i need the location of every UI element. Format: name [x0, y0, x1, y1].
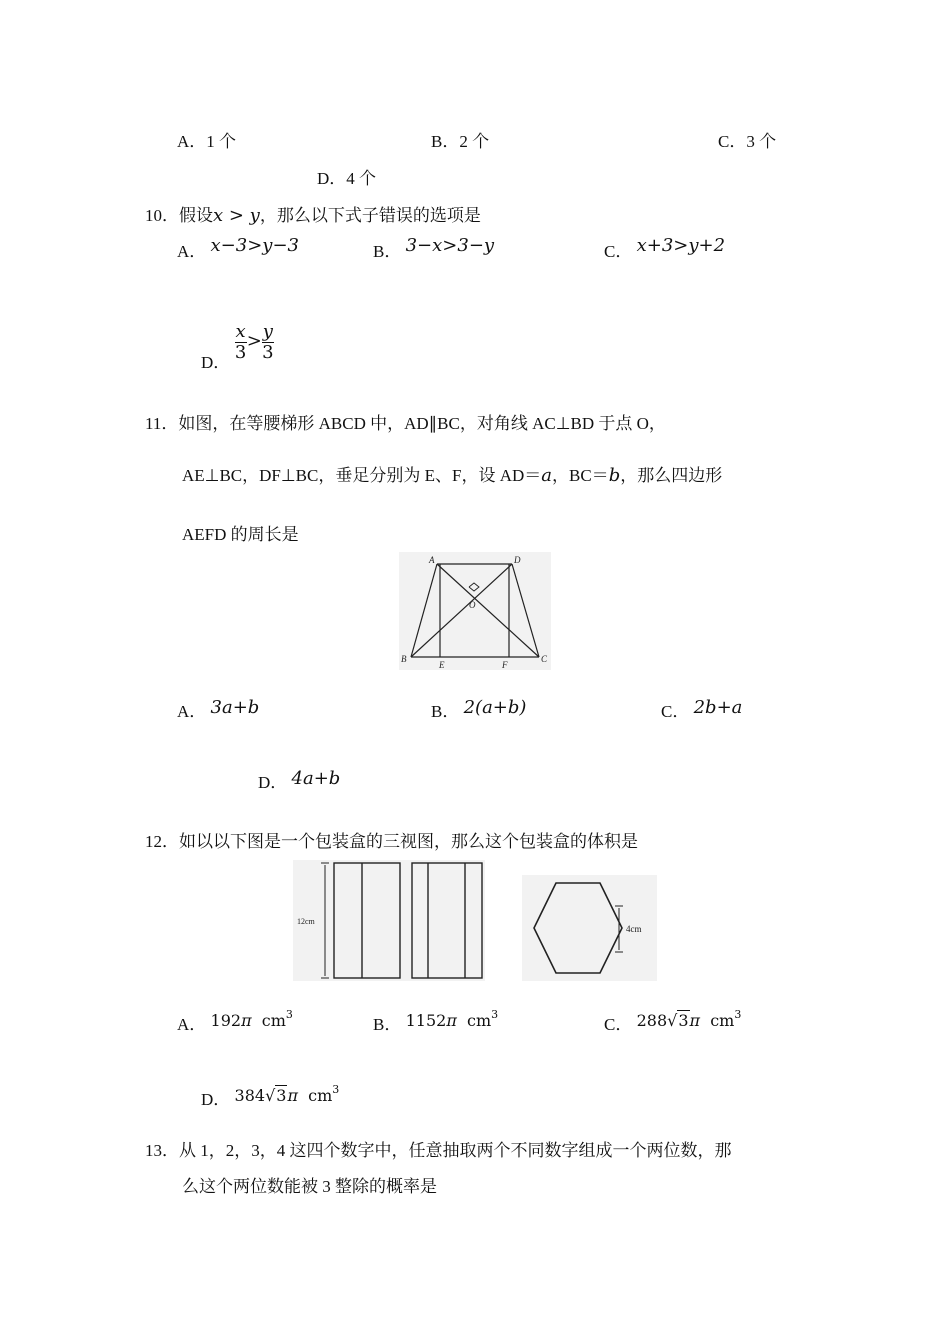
q13-line1: 13．从 1，2，3，4 这四个数字中，任意抽取两个不同数字组成一个两位数，那 — [145, 1141, 732, 1160]
side-label: 4cm — [626, 924, 642, 934]
question-number: 11． — [145, 414, 179, 433]
q12-option-d: D． 384√3π $cm^3$ — [201, 1083, 340, 1109]
question-number: 13． — [145, 1141, 179, 1160]
q11-line1: 11．如图，在等腰梯形 ABCD 中，AD∥BC，对角线 AC⊥BD 于点 O， — [145, 414, 666, 433]
label-a: A — [429, 555, 435, 565]
q11-line3: AEFD 的周长是 — [182, 525, 299, 544]
q11-option-a: A． 3a+b — [177, 697, 260, 721]
label-d: D — [514, 555, 521, 565]
top-view-figure — [522, 875, 657, 981]
q10-option-a: A． x−3>y−3 — [177, 235, 300, 261]
front-side-views-figure — [293, 860, 485, 981]
q9-option-c: C．3 个 — [718, 132, 777, 151]
label-e: E — [439, 660, 445, 670]
figure-background — [399, 552, 551, 670]
q10-option-b: B． 3−x>3−y — [373, 235, 495, 261]
q11-option-d: D． 4a+b — [258, 768, 341, 792]
label-o: O — [469, 600, 476, 610]
q12-stem: 12．如以以下图是一个包装盒的三视图，那么这个包装盒的体积是 — [145, 832, 638, 851]
label-f: F — [502, 660, 508, 670]
q10-option-d: D． $\frac{x}{3}$ > $\frac{y}{3}$ — [201, 321, 274, 373]
q9-option-d: D．4 个 — [317, 169, 377, 188]
stem-math: x > y — [213, 205, 260, 226]
label-b: B — [401, 654, 407, 664]
q12-option-a: A． 192π $cm^3$ — [177, 1008, 293, 1034]
trapezoid-figure — [399, 552, 551, 670]
height-label: 12cm — [297, 917, 315, 926]
q10-option-c: C． x+3>y+2 — [604, 235, 726, 261]
label-c: C — [541, 654, 548, 664]
q11-option-c: C． 2b+a — [661, 697, 743, 721]
q11-line2: AE⊥BC，DF⊥BC，垂足分别为 E、F，设 AD＝a，BC＝b，那么四边形 — [182, 465, 723, 486]
fraction-x-over-3: $\frac{x}{3}$ — [234, 321, 247, 363]
q12-option-c: C． 288√3π $cm^3$ — [604, 1008, 742, 1034]
q13-line2: 么这个两位数能被 3 整除的概率是 — [182, 1177, 437, 1196]
q11-option-b: B． 2(a+b) — [431, 697, 527, 721]
fraction-y-over-3: $\frac{y}{3}$ — [262, 321, 274, 363]
question-number: 12． — [145, 832, 179, 851]
question-number: 10． — [145, 206, 179, 225]
q9-option-a: A．1 个 — [177, 132, 237, 151]
q9-option-b: B．2 个 — [431, 132, 490, 151]
q12-option-b: B． 1152π $cm^3$ — [373, 1008, 499, 1034]
q10-stem: 10．假设x > y，那么以下式子错误的选项是 — [145, 205, 481, 226]
figure-background — [293, 860, 485, 981]
